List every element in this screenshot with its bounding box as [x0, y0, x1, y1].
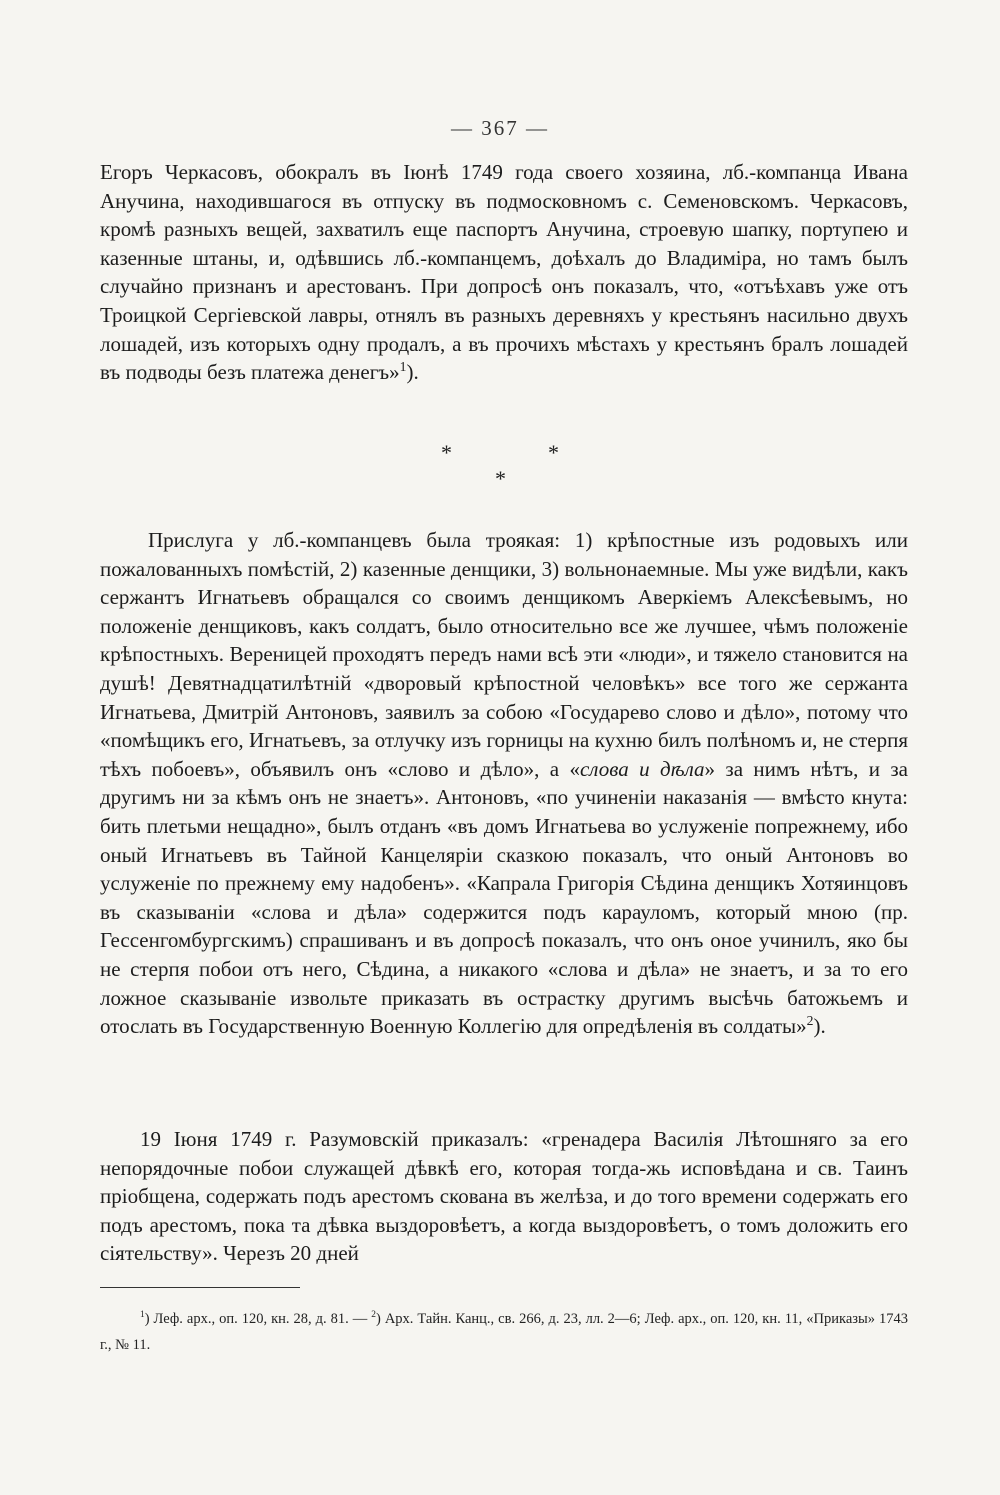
paragraph-2-text-b: » за нимъ нѣтъ, и за другимъ ни за кѣмъ онъ не знаетъ». Антоновъ, «по учиненіи наказанія — вмѣсто кнута: бить плетьми нещадно», былъ отданъ «въ домъ Игнатьева во услуженіе попрежнему, ибо оный Игнатьевъ въ Тайной Канцеляріи сказкою показалъ, что оный Антоновъ во услуженіе по прежнему ему надобенъ». «Капрала Григорія Сѣдина денщикъ Хотяинцовъ въ сказываніи «слова и дѣла» содержится подъ карауломъ, который мною (пр. Гессенгомбургскимъ) спрашиванъ и въ допросѣ показалъ, что онъ оное учинилъ, яко бы не стерпя побои отъ него, Сѣдина, а никакого «слова и дѣла» не знаетъ, и за то его ложное сказываніе извольте приказать въ острастку другимъ высѣчь батожьемъ и отослать въ Государственную Военную Коллегію для опредѣленія въ солдаты»	[100, 756, 908, 1039]
paragraph-1-end: ).	[406, 360, 419, 385]
footnotes	[100, 1306, 908, 1358]
section-separator	[0, 440, 1000, 500]
paragraph-2-end: ).	[813, 1014, 826, 1039]
page-number: — 367 —	[451, 116, 549, 140]
paragraph-2-italic: слова и дѣла	[579, 756, 705, 781]
separator-asterisk-left: *	[441, 440, 452, 465]
paragraph-2	[100, 526, 908, 1041]
footnote-divider	[100, 1287, 300, 1288]
footnote-ref-1[interactable]: 1	[399, 359, 407, 375]
paragraph-3-text: 19 Іюня 1749 г. Разумовскій приказалъ: «гренадера Василія Лѣтошняго за его непорядочные побои служащей дѣвкѣ его, которая тогда-жь исповѣдана и св. Таинъ пріобщена, содержать подъ арестомъ скована въ желѣза, и до того времени содержать его подъ арестомъ, пока та дѣвка выздоровѣетъ, а когда выздоровѣетъ, о томъ доложить его сіятельству». Черезъ 20 дней	[100, 1127, 908, 1266]
footnote-2-marker: 2	[371, 1310, 376, 1321]
separator-asterisk-right: *	[548, 440, 559, 465]
footnote-1-marker: 1	[140, 1310, 145, 1321]
footnote-2-text: ) Арх. Тайн. Канц., св. 266, д. 23, лл. 2—6; Леф. арх., оп. 120, кн. 11, «Приказы» 1743 г., № 11.	[100, 1311, 908, 1353]
separator-asterisk-bottom: *	[495, 466, 506, 491]
footnote-ref-2[interactable]: 2	[806, 1013, 814, 1029]
paragraph-3	[100, 1125, 908, 1268]
footnote-1-text: ) Леф. арх., оп. 120, кн. 28, д. 81. —	[144, 1311, 372, 1327]
paragraph-1	[100, 158, 908, 387]
paragraph-2-text-a: Прислуга у лб.-компанцевъ была троякая: 1) крѣпостные изъ родовыхъ или пожалованныхъ помѣстій, 2) казенные денщики, 3) вольнонаемные. Мы уже видѣли, какъ сержантъ Игнатьевъ обращался со своимъ денщикомъ Аверкіемъ Алексѣевымъ, но положеніе денщиковъ, какъ солдатъ, было относительно все же лучшее, чѣмъ положеніе крѣпостныхъ. Вереницей проходятъ передъ нами всѣ эти «люди», и тяжело становится на душѣ! Девятнадцатилѣтній «дворовый крѣпостной человѣкъ» все того же сержанта Игнатьева, Дмитрій Антоновъ, заявилъ за собою «Государево слово и дѣло», потому что «помѣщикъ его, Игнатьевъ, за отлучку изъ горницы на кухню билъ полѣномъ и, не стерпя тѣхъ побоевъ», объявилъ онъ «слово и дѣло», а «	[100, 528, 908, 781]
paragraph-1-text: Егоръ Черкасовъ, обокралъ въ Іюнѣ 1749 года своего хозяина, лб.-компанца Ивана Анучина, находившагося въ отпуску въ подмосковномъ с. Семеновскомъ. Черкасовъ, кромѣ разныхъ вещей, захватилъ еще паспортъ Анучина, строевую шапку, портупею и казенные штаны, и, одѣвшись лб.-компанцемъ, доѣхалъ до Владиміра, но тамъ былъ случайно признанъ и арестованъ. При допросѣ онъ показалъ, что, «отъѣхавъ уже отъ Троицкой Сергіевской лавры, отнялъ въ разныхъ деревняхъ у крестьянъ насильно двухъ лошадей, изъ которыхъ одну продалъ, а въ прочихъ мѣстахъ у крестьянъ бралъ лошадей въ подводы безъ платежа денегъ»	[100, 160, 908, 385]
